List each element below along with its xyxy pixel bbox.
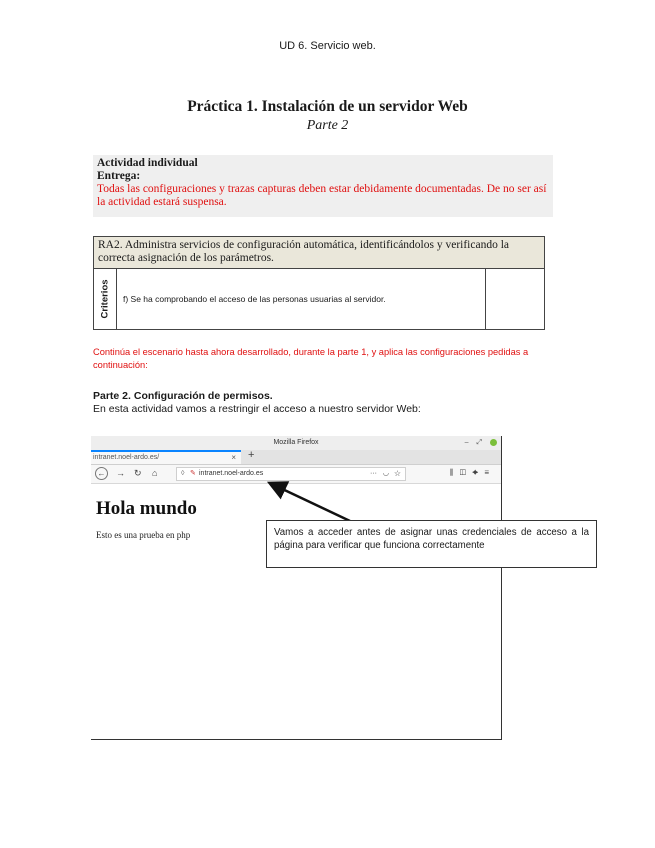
more-icon[interactable]: ···	[370, 470, 377, 477]
page-heading: Hola mundo	[96, 498, 197, 519]
section-title: Parte 2. Configuración de permisos.	[93, 390, 273, 402]
delivery-text: Todas las configuraciones y trazas capturas deben estar debidamente documentadas. De no ser así la actividad estará suspensa.	[97, 183, 547, 208]
callout-box: Vamos a acceder antes de asignar unas credenciales de acceso a la página para verificar que funciona correctamente	[266, 520, 597, 568]
back-arrow-icon[interactable]: ←	[95, 467, 108, 480]
pocket-icon[interactable]: ◡	[382, 470, 389, 477]
sidebar-icon[interactable]: ◫	[459, 468, 472, 477]
section-text: En esta actividad vamos a restringir el acceso a nuestro servidor Web:	[93, 403, 421, 415]
tab-label: intranet.noel-ardo.es/	[93, 454, 160, 461]
reload-icon[interactable]: ↻	[134, 468, 142, 478]
home-icon[interactable]: ⌂	[152, 468, 158, 478]
library-icon[interactable]: ⫼	[449, 468, 460, 477]
tab-close-icon[interactable]: ×	[231, 453, 236, 462]
menu-icon[interactable]: ≡	[484, 468, 495, 477]
delivery-label: Entrega:	[97, 170, 141, 182]
activity-type: Actividad individual	[97, 157, 198, 169]
document-subtitle: Parte 2	[306, 118, 349, 133]
star-icon[interactable]: ☆	[393, 469, 401, 478]
ra-heading: RA2. Administra servicios de configuración automática, identificándolos y verificando la correcta asignación de los parámetros.	[94, 237, 544, 269]
page-header: UD 6. Servicio web.	[279, 40, 376, 52]
forward-arrow-icon[interactable]: →	[116, 468, 125, 478]
lock-icon[interactable]: ✎	[190, 470, 196, 477]
document-title: Práctica 1. Instalación de un servidor Web	[187, 98, 468, 115]
page-text: Esto es una prueba en php	[96, 530, 191, 540]
minimize-icon[interactable]: –	[464, 439, 469, 446]
maximize-icon[interactable]: ⤢	[476, 439, 483, 446]
url-text: intranet.noel-ardo.es	[199, 470, 264, 477]
criterion-text: f) Se ha comprobando el acceso de las personas usuarias al servidor.	[117, 269, 486, 329]
new-tab-button[interactable]: +	[248, 449, 255, 461]
criteria-label: Criterios	[99, 279, 111, 319]
shield-icon[interactable]: ◊	[181, 470, 185, 477]
extension-icon[interactable]: ✦	[471, 468, 485, 477]
instruction-note: Continúa el escenario hasta ahora desarrollado, durante la parte 1, y aplica las configuraciones pedidas a continuación:	[93, 347, 529, 370]
window-title: Mozilla Firefox	[273, 439, 319, 446]
